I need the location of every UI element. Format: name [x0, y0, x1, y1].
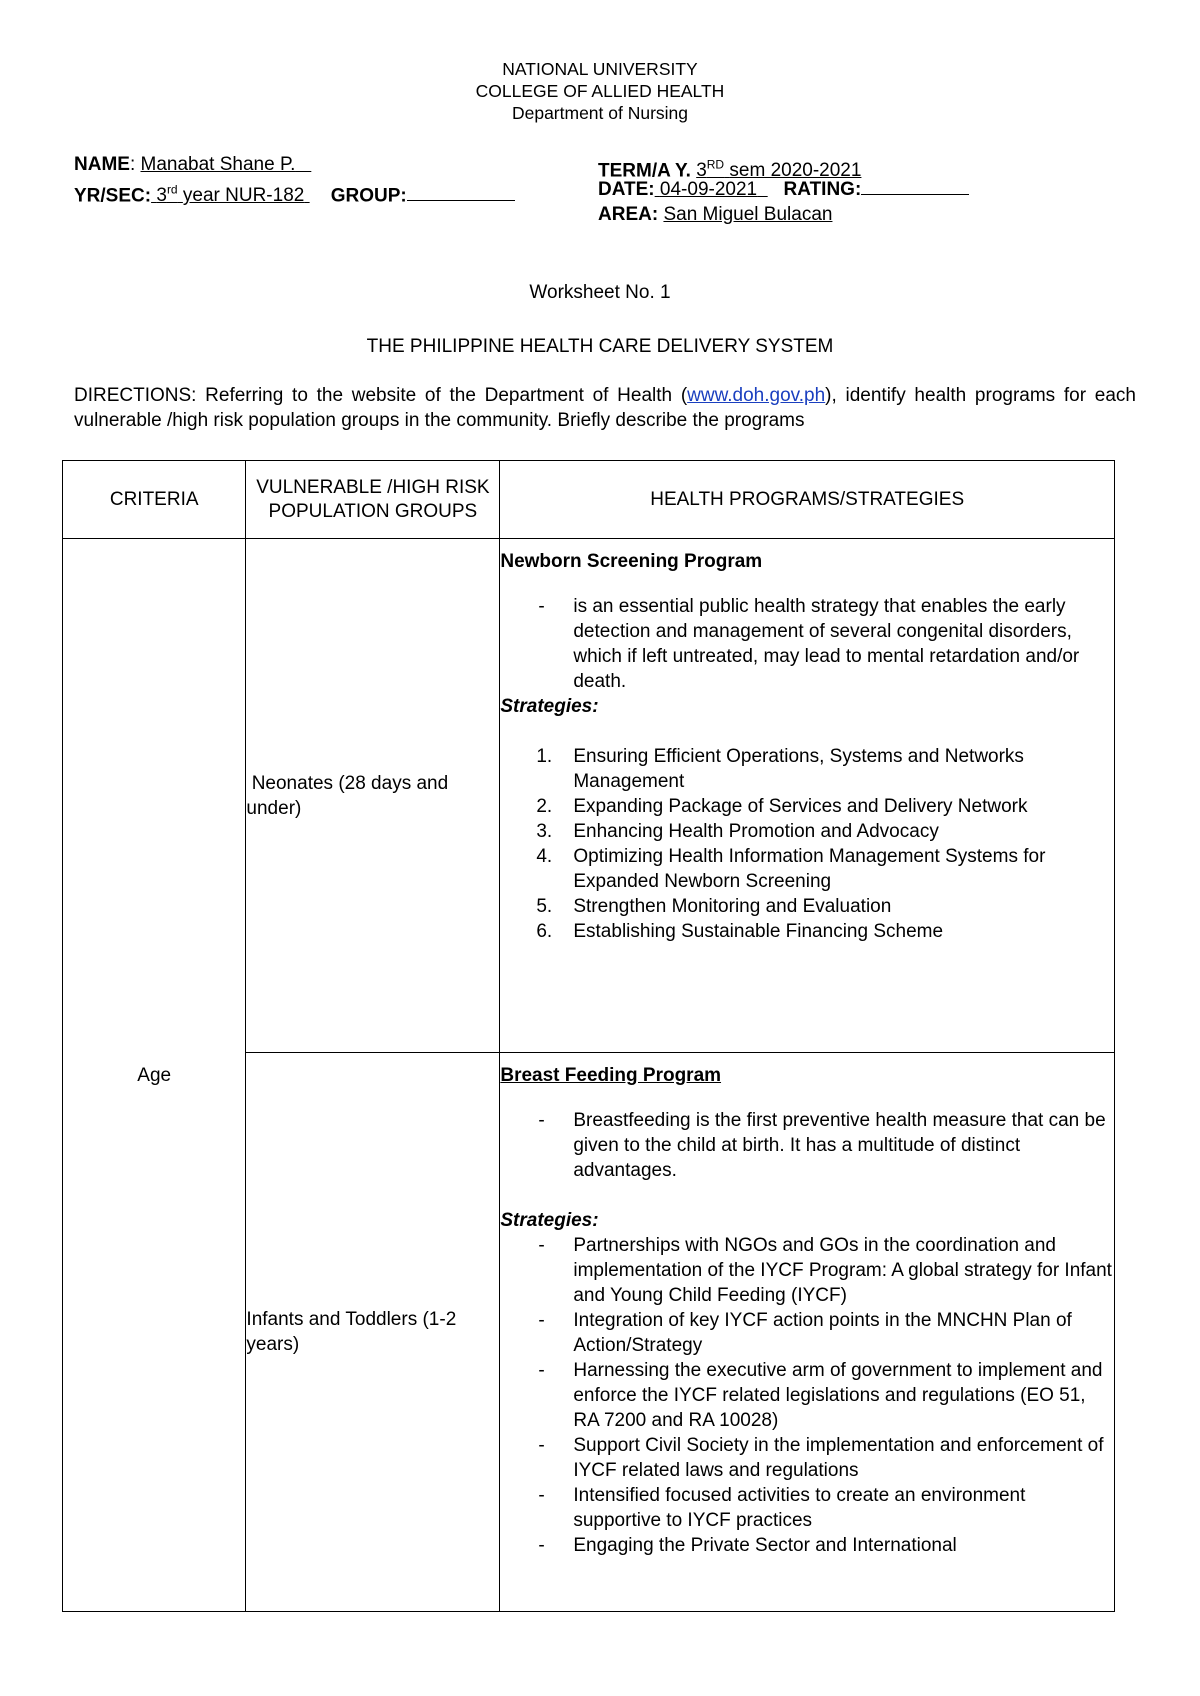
- criteria-cell: Age: [63, 539, 246, 1612]
- list-item: - Harnessing the executive arm of government to implement and enforce the IYCF related legislations and regulations (EO 51, RA 7200 and RA 10028): [500, 1358, 1114, 1433]
- program-cell: [500, 1053, 1115, 1612]
- rating-label: RATING:: [783, 179, 862, 200]
- yrsec-label: YR/SEC:: [74, 185, 152, 207]
- rating-blank: [861, 178, 969, 195]
- header-programs: HEALTH PROGRAMS/STRATEGIES: [500, 461, 1115, 539]
- group-cell: Infants and Toddlers (1-2 years): [246, 1053, 500, 1612]
- table-row: [63, 539, 1115, 1053]
- list-item: - is an essential public health strategy that enables the early detection and management of several congenital disorders, which if left untreated, may lead to mental retardation and/or death.: [500, 594, 1114, 694]
- date-label: DATE:: [598, 179, 655, 200]
- list-item: - Engaging the Private Sector and International: [500, 1533, 1114, 1558]
- strategies-list: [500, 1233, 1114, 1558]
- list-item: - Partnerships with NGOs and GOs in the coordination and implementation of the IYCF Program: A global strategy for Infant and Young Child Feeding (IYCF): [500, 1233, 1114, 1308]
- program-description: [500, 1108, 1114, 1183]
- program-description: [500, 594, 1114, 694]
- name-value: Manabat Shane P.: [140, 154, 296, 175]
- program-cell: [500, 539, 1115, 1053]
- college-name: COLLEGE OF ALLIED HEALTH: [475, 81, 725, 101]
- program-title: Newborn Screening Program: [500, 551, 763, 572]
- programs-table: [62, 460, 1115, 1612]
- strategies-label: Strategies:: [500, 696, 599, 717]
- list-item: - Support Civil Society in the implementation and enforcement of IYCF related laws and regulations: [500, 1433, 1114, 1483]
- list-item: - Breastfeeding is the first preventive health measure that can be given to the child at birth. It has a multitude of distinct advantages.: [500, 1108, 1114, 1183]
- header-groups: VULNERABLE /HIGH RISK POPULATION GROUPS: [246, 461, 500, 539]
- table-header-row: [63, 461, 1115, 539]
- group-label: GROUP:: [330, 185, 407, 207]
- list-item: 6. Establishing Sustainable Financing Scheme: [536, 921, 944, 942]
- list-item: - Integration of key IYCF action points in the MNCHN Plan of Action/Strategy: [500, 1308, 1114, 1358]
- doh-website-link[interactable]: www.doh.gov.ph: [687, 385, 826, 406]
- worksheet-title: THE PHILIPPINE HEALTH CARE DELIVERY SYSTEM: [366, 336, 834, 357]
- area-field: [598, 203, 832, 227]
- area-label: AREA:: [598, 204, 659, 225]
- date-value: 04-09-2021: [659, 179, 758, 200]
- header-criteria: CRITERIA: [63, 461, 246, 539]
- yrsec-value: 3rd year NUR-182: [156, 183, 305, 207]
- list-item: 2. Expanding Package of Services and Delivery Network: [536, 796, 1028, 817]
- list-item: 3. Enhancing Health Promotion and Advocacy: [536, 821, 939, 842]
- date-field: [598, 178, 969, 202]
- list-item: 5. Strengthen Monitoring and Evaluation: [536, 896, 892, 917]
- term-value: 3RD sem 2020-2021: [696, 158, 862, 182]
- list-item: 4. Optimizing Health Information Management Systems for Expanded Newborn Screening: [536, 846, 1046, 892]
- program-title: Breast Feeding Program: [500, 1065, 722, 1086]
- department-name: Department of Nursing: [511, 103, 689, 123]
- term-label: TERM/A Y.: [598, 160, 691, 182]
- university-name: NATIONAL UNIVERSITY: [502, 59, 698, 79]
- yrsec-field: [74, 178, 515, 208]
- strategies-label: Strategies:: [500, 1210, 599, 1231]
- name-field: NAME: Manabat Shane P.: [74, 153, 311, 177]
- name-label: NAME: [74, 154, 130, 175]
- strategies-list: [500, 744, 1114, 944]
- area-value: San Miguel Bulacan: [663, 204, 833, 225]
- list-item: 1. Ensuring Efficient Operations, Systems and Networks Management: [536, 746, 1024, 792]
- group-cell: Neonates (28 days and under): [246, 539, 500, 1053]
- list-item: - Intensified focused activities to create an environment supportive to IYCF practices: [500, 1483, 1114, 1533]
- group-blank: [407, 184, 515, 201]
- worksheet-number: Worksheet No. 1: [529, 282, 671, 303]
- directions-text: DIRECTIONS: Referring to the website of the Department of Health (www.doh.gov.ph), identify health programs for each vulnerable /high risk population groups in the community. Briefly describe the programs: [74, 385, 1136, 431]
